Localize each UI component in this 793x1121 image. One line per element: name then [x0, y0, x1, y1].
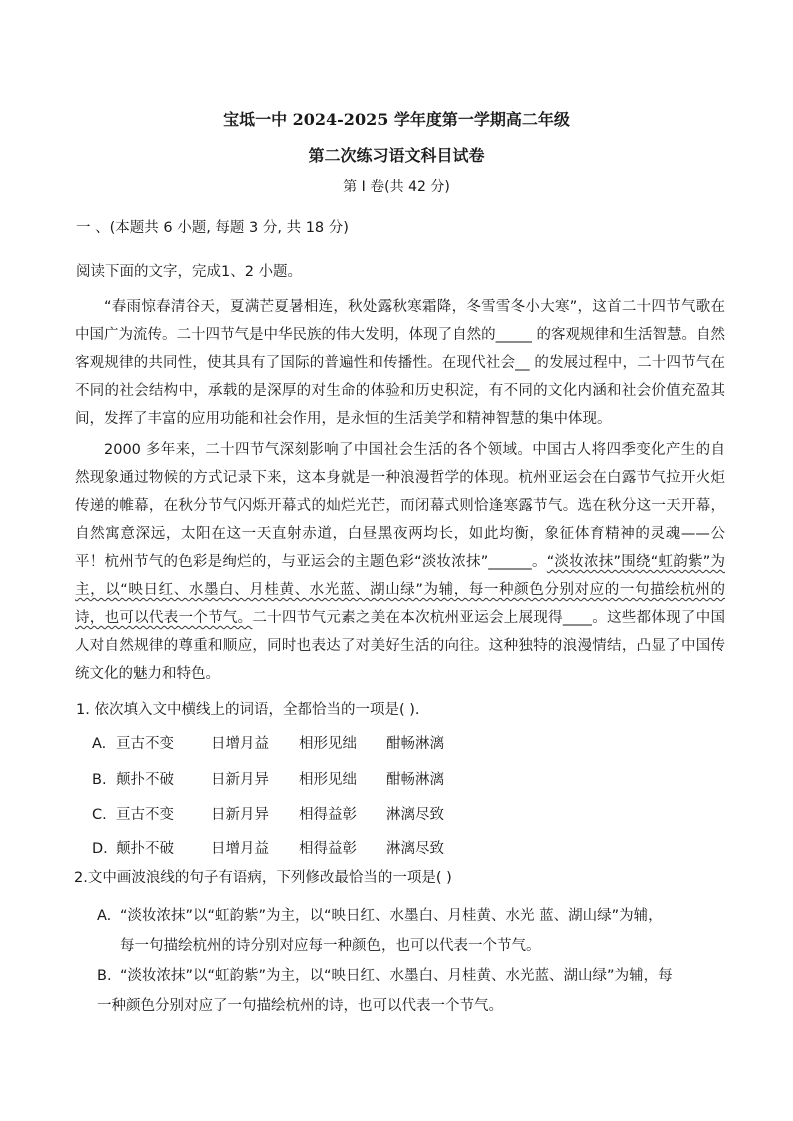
option-letter: A.: [97, 908, 112, 924]
option-word-1: 颠扑不破: [116, 841, 174, 857]
option-word-3: 相得益彰: [299, 807, 357, 823]
option-letter: D.: [92, 841, 108, 857]
passage-paragraph-1: “春雨惊春清谷天，夏满芒夏暑相连，秋处露秋寒霜降，冬雪雪冬小大寒”，这首二十四节气歌在中国广为流传。二十四节气是中华民族的伟大发明，体现了自然的_____ 的客观规律和生活智慧。自然客观规律的共同性，使其具有了国际的普遍性和传播性。在现代社会__ 的发展过程中，二十四节气在不同的社会结构中，承载的是深厚的对生命的体验和历史积淀，有不同的文化内涵和社会价值充盈其间，发挥了丰富的应用功能和社会作用，是永恒的生活美学和精神智慧的集中体现。: [75, 299, 725, 427]
question-2-stem: 2.文中画波浪线的句子有语病，下列修改最恰当的一项是( ): [74, 870, 452, 886]
option-word-2: 日新月异: [211, 772, 269, 788]
option-letter: B.: [92, 772, 107, 788]
section-heading: 一 、(本题共 6 小题, 每题 3 分, 共 18 分): [76, 220, 349, 236]
option-word-3: 相得益彰: [299, 841, 357, 857]
option-word-1: 亘古不变: [116, 807, 174, 823]
question-1-option-d[interactable]: [92, 837, 444, 858]
option-text-line-1: “淡妆浓抹”以“虹韵紫”为主，以“映日红、水墨白、月桂黄、水光 蓝、湖山绿”为辅，: [120, 908, 663, 924]
volume-label: 第 I 卷(共 42 分): [343, 179, 450, 195]
option-word-1: 颠扑不破: [116, 772, 174, 788]
option-word-2: 日新月异: [211, 807, 269, 823]
option-word-4: 酣畅淋漓: [386, 772, 444, 788]
option-letter: A.: [92, 736, 107, 752]
passage-paragraph-2: [75, 436, 725, 688]
option-word-1: 亘古不变: [116, 736, 174, 752]
option-word-2: 日增月益: [211, 736, 269, 752]
option-word-3: 相形见绌: [299, 772, 357, 788]
question-1-option-b[interactable]: [92, 768, 444, 789]
passage-p2-after: 二十四节气元素之美在本次杭州亚运会上展现得____。这些都体现了中国人对自然规律的尊重和顺应，同时也表达了对美好生活的向往。这种独特的浪漫情结，凸显了中国传统文化的魅力和特色。: [75, 610, 726, 682]
exam-subtitle: 第二次练习语文科目试卷: [308, 146, 485, 165]
option-letter: B.: [97, 968, 112, 984]
option-letter: C.: [92, 807, 107, 823]
option-word-4: 酣畅淋漓: [386, 736, 444, 752]
option-word-2: 日增月益: [211, 841, 269, 857]
reading-instruction: 阅读下面的文字，完成1、2 小题。: [76, 264, 303, 280]
question-1-option-c[interactable]: [92, 803, 444, 824]
option-text-line-2: 一种颜色分别对应了一句描绘杭州的诗，也可以代表一个节气。: [97, 998, 503, 1014]
option-text-line-1: “淡妆浓抹”以“虹韵紫”为主，以“映日红、水墨白、月桂黄、水光蓝、湖山绿”为辅，每: [120, 968, 673, 984]
exam-title: 宝坻一中 2024-2025 学年度第一学期高二年级: [223, 110, 570, 129]
option-word-3: 相形见绌: [299, 736, 357, 752]
question-2-option-b[interactable]: [97, 961, 725, 1021]
wavy-underlined-sentence: “淡妆浓抹”围绕“虹韵紫”为主，以“映日红、水墨白、月桂黄、水光蓝、湖山绿”为辅，每一种颜色分别对应的一句描绘杭州的诗，也可以代表一个节气。: [75, 554, 725, 626]
question-1-option-a[interactable]: [92, 732, 444, 753]
option-text-line-2: 每一句描绘杭州的诗分别对应每一种颜色，也可以代表一个节气。: [120, 938, 541, 954]
option-word-4: 淋漓尽致: [386, 841, 444, 857]
passage-p2-before: 2000 多年来，二十四节气深刻影响了中国社会生活的各个领域。中国古人将四季变化产生的自然现象通过物候的方式记录下来，这本身就是一种浪漫哲学的体现。杭州亚运会在白露节气拉开火炬传递的帷幕，在秋分节气闪烁开幕式的灿烂光芒，而闭幕式则恰逢寒露节气。选在秋分这一天开幕，自然寓意深远，太阳在这一天直射赤道，白昼黑夜两均长，如此均衡，象征体育精神的灵魂——公平！杭州节气的色彩是绚烂的，与亚运会的主题色彩“淡妆浓抹”______。: [75, 442, 725, 570]
option-word-4: 淋漓尽致: [386, 807, 444, 823]
question-2-option-a[interactable]: [97, 901, 725, 961]
question-1-stem: 1. 依次填入文中横线上的词语，全都恰当的一项是( ).: [76, 702, 420, 718]
